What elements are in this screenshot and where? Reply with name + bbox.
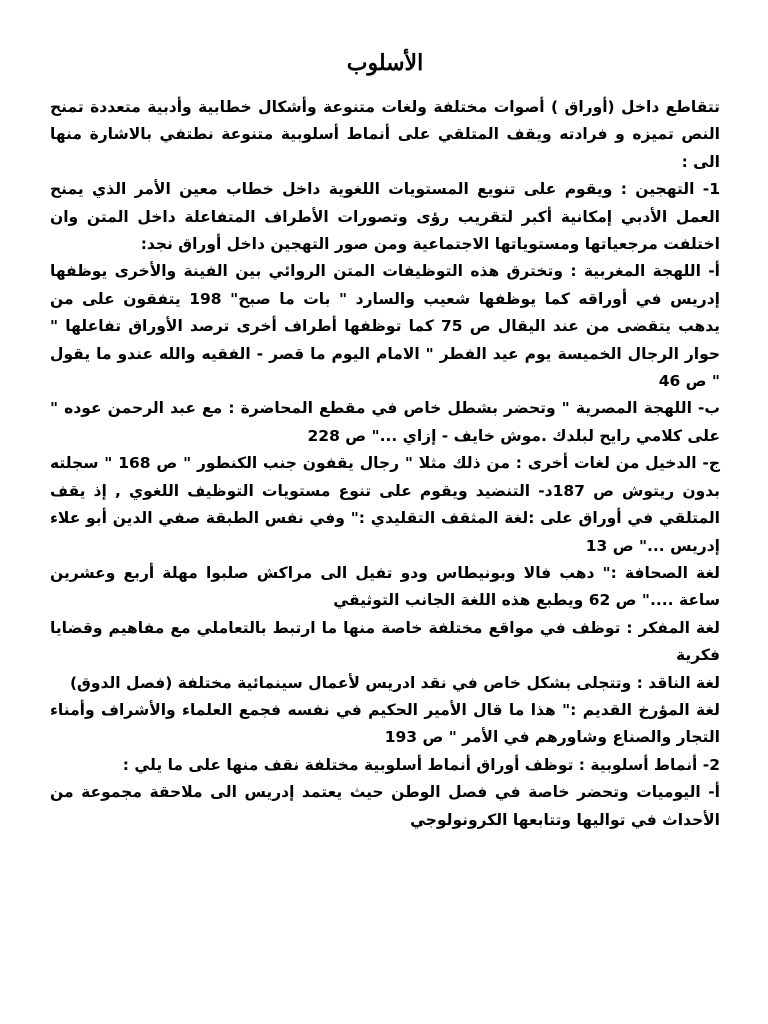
paragraph-moroccan-dialect: أ- اللهجة المغربية : وتخترق هذه التوظيفات المتن الروائي بين الفينة والأخرى يوظفها إدريس في أوراقه كما يوظفها شعيب والسارد " بات ما صبح" 198 يتفقون على من يدهب يتقضى من عند اليقال ص 75 كما توظفها أطراف أخرى ترصد الأوراق تفاعلها " حوار الرجال الخميسة يوم عيد الفطر " الامام اليوم ما قصر - الفقيه والله عندو ما يقول " ص 46: [50, 262, 720, 391]
paragraph-foreign-loanwords: ج- الدخيل من لغات أخرى : من ذلك مثلا " رجال يقفون جنب الكنطور " ص 168 " سجلته بدون ريتوش ص 187د- التنضيد ويقوم على تنوع مستويات التوظيف اللغوي , إذ يقف المتلقي في أوراق على :لغة المثقف التقليدي :" وفي نفس الطبقة صفي الدين أبو علاء إدريس ..." ص 13: [50, 454, 720, 555]
paragraph-egyptian-dialect: ب- اللهجة المصرية " وتحضر بشطل خاص في مقطع المحاضرة : مع عبد الرحمن عوده " على كلامي رايح لبلدك .موش خايف - إزاي ..." ص 228: [50, 399, 720, 445]
paragraph-historian-language: لغة المؤرخ القديم :" هذا ما قال الأمير الحكيم في نفسه فجمع العلماء والأشراف وأمناء التجار والصناع وشاورهم في الأمر " ص 193: [50, 700, 720, 747]
paragraph-thinker-language: لغة المفكر : توظف في مواقع مختلفة خاصة منها ما ارتبط بالتعاملي مع مفاهيم وقضايا فكرية: [50, 618, 720, 665]
paragraph-diaries: أ- اليوميات وتحضر خاصة في فصل الوطن حيث يعتمد إدريس الى ملاحقة مجموعة من الأحداث في تواليها وتتابعها الكرونولوجي: [50, 783, 720, 829]
paragraph-stylistic-patterns: 2- أنماط أسلوبية : توظف أوراق أنماط أسلوبية مختلفة نقف منها على ما يلي :: [122, 755, 720, 774]
paragraph-press-language: لغة الصحافة :" دهب فالا وبونيطاس ودو تفيل الى مراكش صلبوا مهلة أربع وعشرين ساعة ...." ص 62 ويطبع هذه اللغة الجانب التوثيقي: [50, 563, 720, 610]
paragraph-hybridization: 1- التهجين : ويقوم على تنويع المستويات اللغوية داخل خطاب معين الأمر الذي يمنح العمل الأدبي إمكانية أكبر لتقريب رؤى وتصورات الأطراف المتفاعلة داخل المتن وان اختلفت مرجعياتها ومستوياتها الاجتماعية ومن صور التهجين داخل أوراق نجد:: [50, 180, 720, 254]
document-page: [50, 40, 720, 834]
paragraph-critic-language: لغة الناقد : وتتجلى بشكل خاص في نقد ادريس لأعمال سينمائية مختلفة (فصل الدوق): [69, 673, 720, 692]
document-title: الأسلوب: [346, 50, 424, 76]
paragraph-intro: تتقاطع داخل (أوراق ) أصوات مختلفة ولغات متنوعة وأشكال خطابية وأدبية متعددة تمنح النص تميزه و فرادته ويقف المتلقي على أنماط أسلوبية متنوعة نطتفي بالاشارة منها الى :: [50, 98, 720, 171]
